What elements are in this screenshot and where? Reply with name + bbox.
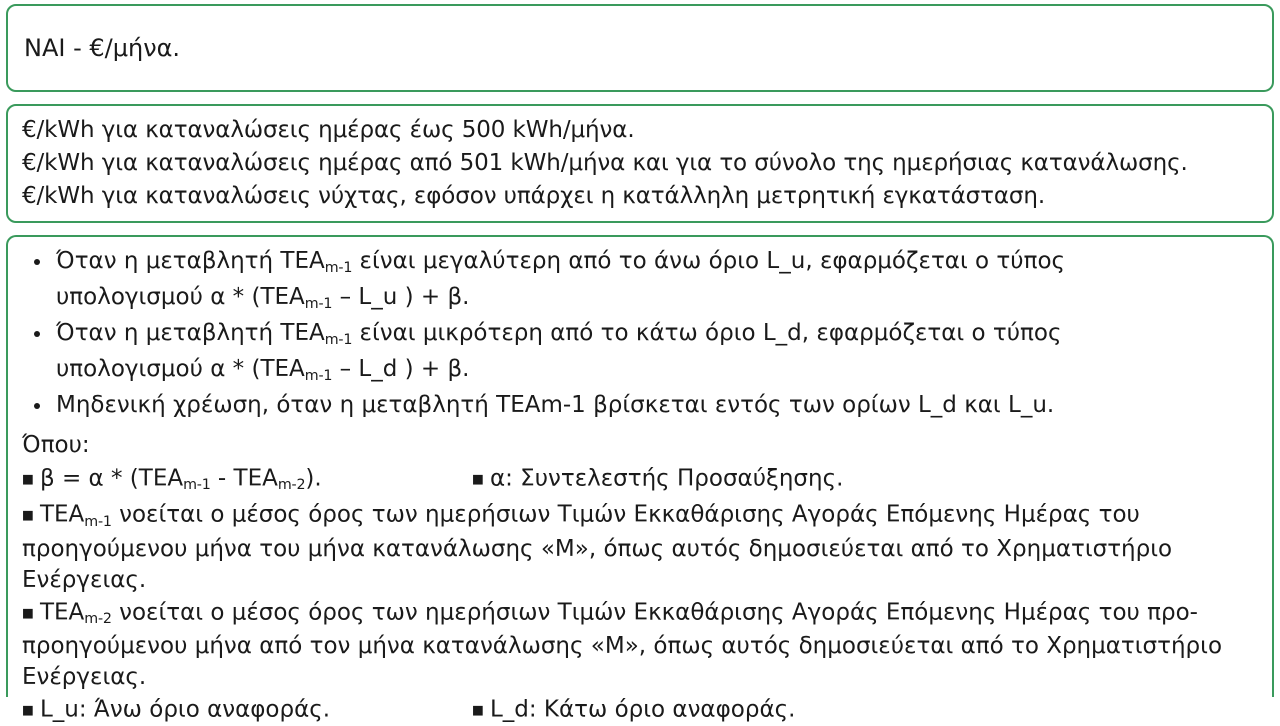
adjustment-rules-list xyxy=(22,245,1258,422)
fixed-charge-text: ΝΑΙ - €/μήνα. xyxy=(24,34,181,62)
rule-2-line-2: υπολογισμού α * ($TEA_{m-1}$ – L_d ) + β. xyxy=(56,356,470,384)
limits-row xyxy=(22,693,1258,726)
fixed-charge-box xyxy=(6,4,1274,92)
rule-2-line-1: Όταν η μεταβλητή $TEA_{m-1}$ είναι μικρότερη από το κάτω όριο L_d, εφαρμόζεται ο τύπος xyxy=(56,320,1062,348)
list-item xyxy=(22,389,1258,422)
tea-m1-definition: ■ $TEA_{m-1}$ νοείται ο μέσος όρος των ημερήσιων Τιμών Εκκαθάρισης Αγοράς Επόμενης Ημέρας του προηγούμενου μήνα του μήνα κατανάλωσης «Μ», όπως αυτός δημοσιεύεται από το Χρηματιστήριο Ενέργειας. xyxy=(22,499,1258,595)
list-item xyxy=(22,245,1258,317)
rule-1-line-1: Όταν η μεταβλητή $TEA_{m-1}$ είναι μεγαλύτερη από το άνω όριο L_u, εφαρμόζεται ο τύπος xyxy=(56,248,1066,276)
tea-m2-definition: ■ $TEA_{m-2}$ νοείται ο μέσος όρος των ημερήσιων Τιμών Εκκαθάρισης Αγοράς Επόμενης Ημέρας του προ-προηγούμενου μήνα από τον μήνα κατανάλωσης «Μ», όπως αυτός δημοσιεύεται από το Χρηματιστήριο Ενέργειας. xyxy=(22,597,1258,693)
energy-price-line-3: €/kWh για καταναλώσεις νύχτας, εφόσον υπάρχει η κατάλληλη μετρητική εγκατάσταση. xyxy=(22,183,1046,209)
alpha-definition: ■ α: Συντελεστής Προσαύξησης. xyxy=(472,462,1258,498)
upper-limit-definition: ■ L_u: Άνω όριο αναφοράς. xyxy=(22,693,472,726)
adjustment-clause-box xyxy=(6,235,1274,723)
rule-3-line-1: Μηδενική χρέωση, όταν η μεταβλητή ΤΕΑm-1 βρίσκεται εντός των ορίων L_d και L_u. xyxy=(56,392,1055,418)
rule-1-line-2: υπολογισμού α * ($TEA_{m-1}$ – L_u ) + β. xyxy=(56,284,470,312)
definitions-row xyxy=(22,462,1258,498)
energy-price-line-1: €/kWh για καταναλώσεις ημέρας έως 500 kWh/μήνα. xyxy=(22,117,635,143)
beta-definition: ■ $\beta = \alpha * (TEA_{m-1} - TEA_{m-2})$. xyxy=(22,462,472,498)
lower-limit-definition: ■ L_d: Κάτω όριο αναφοράς. xyxy=(472,693,1258,726)
energy-price-box xyxy=(6,104,1274,223)
list-item xyxy=(22,317,1258,389)
where-label: Όπου: xyxy=(22,432,90,458)
energy-price-line-2: €/kWh για καταναλώσεις ημέρας από 501 kWh/μήνα και για το σύνολο της ημερήσιας κατανάλωσης. xyxy=(22,150,1188,176)
